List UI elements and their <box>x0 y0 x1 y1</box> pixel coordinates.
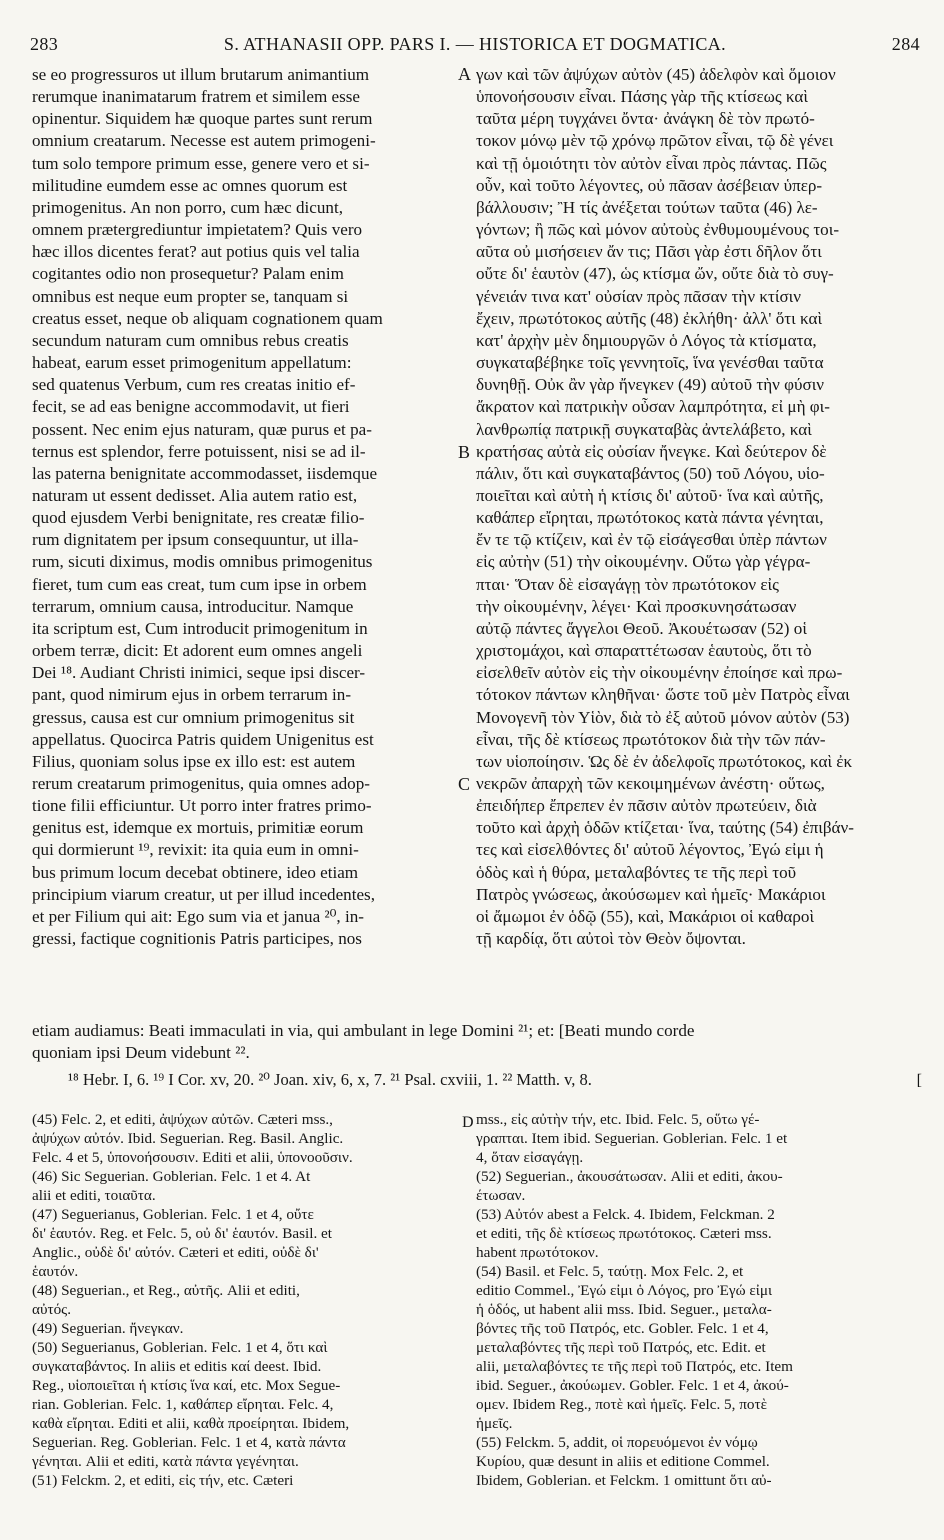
critical-note-line: editio Commel., Ἐγώ εἰμι ὁ Λόγος, pro Ἐγώ εἰμι <box>476 1282 773 1299</box>
latin-text-line: omnibus est neque eum propter se, tanquam si <box>32 286 349 306</box>
greek-text-line: ἄκρατον καὶ πατρικὴν οὖσαν λαμπρότητα, εἰ μὴ φι- <box>476 397 830 417</box>
critical-note-line: αὐτός. <box>32 1301 71 1318</box>
latin-text-line: principium viarum creatur, ut per illud incedentes, <box>32 884 375 904</box>
greek-text-line: των υἱοποίησιν. Ὡς δὲ ἐν ἀδελφοῖς πρωτότοκος, καὶ ἐκ <box>476 751 853 771</box>
critical-note-line: ibid. Seguer., ἀκούωμεν. Gobler. Felc. 1 et 4, ἀκού- <box>476 1377 789 1394</box>
critical-note-line: 4, ὅταν εἰσαγάγῃ. <box>476 1149 584 1166</box>
greek-text-line: οὔτε δι' ἑαυτὸν (47), ὡς κτίσμα ὤν, οὔτε διὰ τὸ συγ- <box>476 264 834 284</box>
greek-text-line: Πατρὸς γνώσεως, ἀκούσωμεν καὶ ἡμεῖς· Μακάριοι <box>476 884 826 904</box>
greek-text-line: οὖν, καὶ τοῦτο λέγοντες, οὐ πᾶσαν ἀσέβειαν ὑπερ- <box>476 175 823 195</box>
critical-note-line: γραπται. Item ibid. Seguerian. Goblerian. Felc. 1 et <box>476 1130 788 1147</box>
critical-note-line: (52) Seguerian., ἀκουσάτωσαν. Alii et editi, ἀκου- <box>476 1168 783 1185</box>
latin-text-line: las paterna benignitate accommodasset, iisdemque <box>32 463 378 483</box>
greek-text-line: εἶναι, τῆς δὲ κτίσεως πρωτότοκον διὰ τὴν τῶν πάν- <box>476 729 826 749</box>
critical-note-line: βόντες τῆς τοῦ Πατρός, etc. Gobler. Felc. 1 et 4, <box>476 1320 769 1337</box>
latin-text-line: orbem terræ, dicit: Et adorent eum omnes angeli <box>32 641 363 661</box>
latin-text-line: secundum naturam cum omnibus rebus creatis <box>32 330 349 350</box>
full-width-text-line: quoniam ipsi Deum videbunt ²². <box>32 1043 250 1063</box>
critical-note-line: (54) Basil. et Felc. 5, ταύτῃ. Mox Felc. 2, et <box>476 1263 744 1280</box>
latin-text-line: ita scriptum est, Cum introducit primogenitum in <box>32 618 368 638</box>
latin-column <box>32 64 456 1024</box>
notes-gutter <box>460 1110 476 1526</box>
marker-a: A <box>458 64 471 84</box>
critical-note-line: alii et editi, τοιαῦτα. <box>32 1187 156 1204</box>
critical-note-line: καθὰ εἴρηται. Editi et alii, καθὰ προείρηται. Ibidem, <box>32 1415 350 1432</box>
critical-note-line: δι' ἑαυτόν. Reg. et Felc. 5, οὐ δι' ἑαυτόν. Basil. et <box>32 1225 333 1242</box>
latin-text-line: gressus, causa est cur omnium primogenitus sit <box>32 707 355 727</box>
greek-text-line: κρατήσας αὐτὰ εἰς οὐσίαν ἤνεγκε. Καὶ δεύτερον δὲ <box>476 441 827 461</box>
critical-note-line: γένηται. Alii et editi, κατὰ πάντα γεγένηται. <box>32 1453 299 1470</box>
greek-text-line: πται· Ὅταν δὲ εἰσαγάγῃ τὸν πρωτότοκον εἰς <box>476 574 779 594</box>
latin-text-line: appellatus. Quocirca Patris quidem Unigenitus est <box>32 729 374 749</box>
critical-note-line: ομεν. Ibidem Reg., ποτὲ καὶ ἡμεῖς. Felc. 5, ποτὲ <box>476 1396 767 1413</box>
column-gutter <box>456 64 476 1024</box>
greek-text-line: ἐπειδήπερ ἔπρεπεν ἐν πᾶσιν αὐτὸν πρωτεύειν, διὰ <box>476 796 817 816</box>
critical-note-line: μεταλαβόντες τῆς περὶ τοῦ Πατρός, etc. Edit. et <box>476 1339 766 1356</box>
marker-b: B <box>458 442 471 462</box>
page-header <box>30 30 920 58</box>
critical-note-line: habent πρωτότοκον. <box>476 1244 599 1261</box>
critical-note-line: (50) Seguerianus, Goblerian. Felc. 1 et 4, ὅτι καὶ <box>32 1339 328 1356</box>
latin-text-line: creatus esset, neque ob aliquam cognationem quam <box>32 308 383 328</box>
greek-text-line: τὴν οἰκουμένην, λέγει· Καὶ προσκυνησάτωσαν <box>476 596 797 616</box>
critical-note-line: Κυρίου, quæ desunt in aliis et editione Commel. <box>476 1453 770 1470</box>
critical-note-line: Anglic., οὐδὲ δι' αὐτόν. Cæteri et editi, οὐδὲ δι' <box>32 1244 319 1261</box>
latin-text-line: tione filii efficiuntur. Ut porro inter fratres primo- <box>32 796 372 816</box>
greek-text-line: καὶ τῇ ὁμοιότητι τὸν αὐτὸν εἶναι πρὸς πάντας. Πῶς <box>476 153 827 173</box>
latin-text-line: se eo progressuros ut illum brutarum animantium <box>32 65 370 84</box>
greek-text-line: εἰς αὐτὴν (51) τὴν οἰκουμένην. Οὕτω γὰρ γέγρα- <box>476 552 811 572</box>
greek-text-line: τοκον μόνῳ μὲν τῷ χρόνῳ πρῶτον εἶναι, τῷ δὲ γένει <box>476 131 834 151</box>
marker-c: C <box>458 774 471 794</box>
greek-text-line: τῇ καρδίᾳ, ὅτι αὐτοὶ τὸν Θεὸν ὄψονται. <box>476 929 746 949</box>
greek-text-line: δυνηθῇ. Οὐκ ἂν γὰρ ἤνεγκεν (49) αὐτοῦ τὴν φύσιν <box>476 375 825 395</box>
critical-note-line: Seguerian. Reg. Goblerian. Felc. 1 et 4, κατὰ πάντα <box>32 1434 346 1451</box>
margin-mark: [ <box>916 1072 922 1089</box>
latin-text-line: omnium creatarum. Necesse est autem primogeni- <box>32 131 376 151</box>
greek-text-line: τότοκον πάντων κληθῆναι· ὥστε τοῦ μὲν Πατρὸς εἶναι <box>476 685 850 705</box>
latin-text-line: naturam ut essent dedisset. Alia autem ratio est, <box>32 485 358 505</box>
latin-text-line: omnem prætergrediuntur impietatem? Quis vero <box>32 220 363 240</box>
latin-text-line: rum, sicuti diximus, modis omnibus primogenitus <box>32 552 373 572</box>
left-page-number: 283 <box>30 33 59 54</box>
full-width-text-line: etiam audiamus: Beati immaculati in via, qui ambulant in lege Domini ²¹; et: [Beati mundo corde <box>32 1021 695 1040</box>
right-page-number: 284 <box>891 33 920 54</box>
greek-text-line: οἱ ἄμωμοι ἐν ὁδῷ (55), καὶ, Μακάριοι οἱ καθαροὶ <box>476 906 815 926</box>
greek-text-line: χριστομάχοι, καὶ σπαραττέτωσαν ἑαυτοὺς, ὅτι τὸ <box>476 641 812 661</box>
critical-note-line: Reg., υἱοποιεῖται ἡ κτίσις ἵνα καί, etc. Mox Segue- <box>32 1377 341 1394</box>
critical-note-line: ἡ ὁδός, ut habent alii mss. Ibid. Seguer., μεταλα- <box>476 1301 772 1318</box>
greek-text-line: τοῦτο καὶ ἀρχὴ ὁδῶν κτίζεται· ἵνα, ταύτης (54) ἐπιβάν- <box>476 818 854 838</box>
latin-text-line: qui dormierunt ¹⁹, revixit: ita quia eum in omni- <box>32 840 359 860</box>
greek-column <box>476 64 922 1024</box>
critical-note-line: συγκαταβάντος. In aliis et editis καί deest. Ibid. <box>32 1358 322 1375</box>
critical-note-line: alii, μεταλαβόντες τε τῆς περὶ τοῦ Πατρός, etc. Item <box>476 1358 793 1375</box>
latin-text-line: cogitantes odio non prosequetur? Palam enim <box>32 264 344 284</box>
latin-text-line: terrarum, omnium causa, introducitur. Namque <box>32 596 354 616</box>
critical-note-line: Ibidem, Goblerian. et Felckm. 1 omittunt ὅτι αὐ- <box>476 1472 772 1489</box>
greek-text-line: αὐτῷ πάντες ἄγγελοι Θεοῦ. Ἀκουέτωσαν (52) οἱ <box>476 618 807 638</box>
latin-text-line: gressi, factique cognitionis Patris participes, nos <box>32 929 362 949</box>
greek-text-line: γόντων; ἢ πῶς καὶ μόνον αὐτοὺς ἐνθυμουμένους τοι- <box>476 220 840 240</box>
latin-text-line: possent. Nec enim ejus naturam, quæ purus et pa- <box>32 419 372 439</box>
greek-text-line: κατ' ἀρχὴν μὲν δημιουργῶν ὁ Λόγος τὰ κτίσματα, <box>476 330 817 350</box>
latin-text-line: opinentur. Siquidem hæ quoque partes sunt rerum <box>32 109 373 129</box>
scripture-references: ¹⁸ Hebr. I, 6. ¹⁹ I Cor. xv, 20. ²⁰ Joan. xiv, 6, x, 7. ²¹ Psal. cxviii, 1. ²² Matth. v, 8. <box>68 1070 592 1089</box>
critical-note-line: (48) Seguerian., et Reg., αὐτῆς. Alii et editi, <box>32 1282 300 1299</box>
latin-text-line: bus primum locum decebat obtinere, ideo etiam <box>32 862 359 882</box>
critical-note-line: έτωσαν. <box>476 1187 526 1204</box>
latin-text-line: militudine eumdem esse ac omnes quorum est <box>32 175 348 195</box>
greek-text-line: βάλλουσιν; Ἢ τίς ἀνέξεται τούτων ταῦτα (46) λε- <box>476 197 818 217</box>
greek-text-line: τες καὶ εἰσελθόντες δι' αὐτοῦ λέγοντος, Ἐγώ εἰμι ἡ <box>476 840 824 860</box>
latin-text-line: pant, quod nimirum ejus in orbem terrarum in- <box>32 685 352 705</box>
greek-text-line: εἰσελθεῖν αὐτὸν εἰς τὴν οἰκουμένην ἐποίησε καὶ πρω- <box>476 663 843 683</box>
latin-text-line: sed quatenus Verbum, cum res creatas initio ef- <box>32 375 356 395</box>
latin-text-line: rerum creatarum primogenitus, quia omnes adop- <box>32 774 370 793</box>
latin-text-line: primogenitus. An non porro, cum hæc dicunt, <box>32 197 343 217</box>
latin-text-line: quod ejusdem Verbi benignitate, res creatæ filio- <box>32 508 365 528</box>
critical-note-line: (55) Felckm. 5, addit, οἱ πορευόμενοι ἐν νόμῳ <box>476 1434 758 1451</box>
critical-note-line: rian. Goblerian. Felc. 1, καθάπερ εἴρηται. Felc. 4, <box>32 1396 334 1413</box>
greek-text-line: νεκρῶν ἀπαρχὴ τῶν κεκοιμημένων ἀνέστη· οὕτως, <box>476 774 825 793</box>
critical-note-line: mss., εἰς αὐτὴν τήν, etc. Ibid. Felc. 5, οὕτω γέ- <box>476 1111 760 1128</box>
notes-left-column <box>32 1110 460 1526</box>
greek-text-line: ποιεῖται καὶ αὐτὴ ἡ κτίσις δι' αὐτοῦ· ἵνα καὶ αὐτῆς, <box>476 485 824 505</box>
marker-d: D <box>462 1114 474 1131</box>
critical-note-line: (47) Seguerianus, Goblerian. Felc. 1 et 4, οὔτε <box>32 1206 314 1223</box>
latin-text-line: fecit, se ad eas benigne accommodavit, ut fieri <box>32 397 350 417</box>
latin-text-line: habeat, earum esset primogenitum appellatum: <box>32 353 352 373</box>
greek-text-line: ταῦτα μέρη τυγχάνει ὄντα· ἀνάγκη δὲ τὸν πρωτό- <box>476 109 815 129</box>
latin-text-line: rerumque inanimatarum fratrem et similem esse <box>32 87 360 107</box>
critical-note-line: ἀψύχων αὐτόν. Ibid. Seguerian. Reg. Basil. Anglic. <box>32 1130 344 1147</box>
latin-text-line: rum dignitatem per ipsum consequuntur, ut illa- <box>32 530 359 550</box>
greek-text-line: ὑπονοήσουσιν εἶναι. Πάσης γὰρ τῆς κτίσεως καὶ <box>476 87 808 107</box>
critical-note-line: (49) Seguerian. ἤνεγκαν. <box>32 1320 184 1337</box>
latin-text-line: Filius, quoniam solus ipse ex illo est: est autem <box>32 751 356 771</box>
latin-text-line: genitus est, idemque ex mortuis, primitiæ eorum <box>32 818 364 838</box>
greek-text-line: γων καὶ τῶν ἀψύχων αὐτὸν (45) ἀδελφὸν καὶ ὅμοιον <box>476 65 836 84</box>
critical-note-line: (46) Sic Seguerian. Goblerian. Felc. 1 et 4. At <box>32 1168 311 1185</box>
running-title: S. ATHANASII OPP. PARS I. — HISTORICA ET DOGMATICA. <box>223 33 727 54</box>
greek-text-line: αῦτα οὐ μισήσειεν ἄν τις; Πᾶσι γὰρ ἐστι δῆλον ὅτι <box>476 242 822 262</box>
critical-note-line: (45) Felc. 2, et editi, ἀψύχων αὐτῶν. Cæteri mss., <box>32 1111 333 1128</box>
critical-notes <box>32 1110 922 1526</box>
latin-text-line: tum solo tempore primum esse, genere vero et si- <box>32 153 370 173</box>
critical-note-line: ἑαυτόν. <box>32 1263 79 1280</box>
latin-text-line: hæc illos dicentes ferat? aut potius quis vel talia <box>32 242 360 262</box>
greek-text-line: Μονογενῆ τὸν Υἱὸν, διὰ τὸ ἐξ αὐτοῦ μόνον αὐτὸν (53) <box>476 707 850 727</box>
latin-text-line: ternus est splendor, ferre potuissent, nisi se ad il- <box>32 441 366 461</box>
main-text <box>32 64 922 1024</box>
latin-text-line: Dei ¹⁸. Audiant Christi inimici, seque ipsi discer- <box>32 663 366 683</box>
critical-note-line: (51) Felckm. 2, et editi, εἰς τήν, etc. Cæteri <box>32 1472 294 1489</box>
greek-text-line: καθάπερ εἴρηται, πρωτότοκος κατὰ πάντα γένηται, <box>476 508 824 528</box>
critical-note-line: Felc. 4 et 5, ὑπονοήσουσιν. Editi et alii, ὑπονοοῦσιν. <box>32 1149 353 1166</box>
latin-text-line: fieret, tum cum eas creat, tum cum ipse in orbem <box>32 574 367 594</box>
critical-note-line: (53) Αὐτόν abest a Felck. 4. Ibidem, Felckman. 2 <box>476 1206 775 1223</box>
greek-text-line: ἔν τε τῷ κτίζειν, καὶ ἐν τῷ εἰσάγεσθαι ὑπὲρ πάντων <box>476 530 827 550</box>
greek-text-line: πάλιν, ὅτι καὶ συγκαταβάντος (50) τοῦ Λόγου, υἱο- <box>476 463 825 483</box>
notes-right-column <box>476 1110 922 1526</box>
greek-text-line: ὁδὸς καὶ ἡ θύρα, μεταλαβόντες τε τῆς περὶ τοῦ <box>476 862 797 882</box>
greek-text-line: ἔχειν, πρωτότοκος αὐτῆς (48) ἐκλήθη· ἀλλ' ὅτι καὶ <box>476 308 823 328</box>
greek-text-line: συγκαταβέβηκε τοῖς γεννητοῖς, ἵνα γενέσθαι ταῦτα <box>476 353 824 373</box>
latin-text-line: et per Filium qui ait: Ego sum via et janua ²⁰, in- <box>32 906 364 926</box>
critical-note-line: ἡμεῖς. <box>476 1415 513 1432</box>
full-width-lines <box>32 1020 892 1064</box>
critical-note-line: et editi, τῆς δὲ κτίσεως πρωτότοκος. Cæteri mss. <box>476 1225 772 1242</box>
greek-text-line: λανθρωπίᾳ πατρικῇ συγκαταβὰς ἀντελάβετο, καὶ <box>476 419 812 439</box>
greek-text-line: γένειάν τινα κατ' οὐσίαν πρὸς πᾶσαν τὴν κτίσιν <box>476 286 801 306</box>
